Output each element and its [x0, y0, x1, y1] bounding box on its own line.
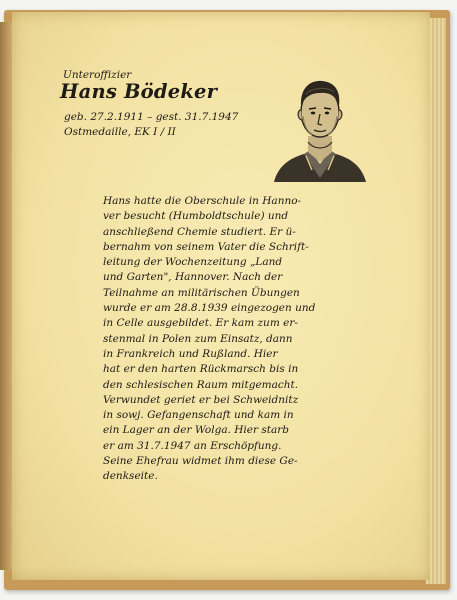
soldier-portrait-icon — [268, 66, 372, 184]
biography-line: Verwundet geriet er bei Schweidnitz — [103, 393, 299, 406]
rank-label: Unteroffizier — [63, 69, 132, 81]
soldier-name: Hans Bödeker — [60, 80, 218, 103]
biography-line: in Frankreich und Rußland. Hier — [103, 347, 278, 360]
biography-line: den schlesischen Raum mitgemacht. — [103, 378, 299, 391]
biography-line: denkseite. — [103, 470, 158, 483]
biography-line: bernahm von seinem Vater die Schrift- — [103, 240, 309, 253]
life-dates: geb. 27.2.1911 – gest. 31.7.1947 — [64, 111, 239, 123]
biography-line: wurde er am 28.8.1939 eingezogen und — [103, 302, 316, 315]
biography-line: Teilnahme an militärischen Übungen — [103, 286, 300, 299]
biography-line: ein Lager an der Wolga. Hier starb — [103, 424, 289, 437]
biography-line: Seine Ehefrau widmet ihm diese Ge- — [103, 455, 298, 468]
biography-line: in sowj. Gefangenschaft und kam in — [103, 409, 294, 422]
biography-line: in Celle ausgebildet. Er kam zum er- — [103, 317, 298, 330]
biography-line: hat er den harten Rückmarsch bis in — [103, 363, 299, 376]
biography-line: anschließend Chemie studiert. Er ü- — [103, 225, 296, 238]
biography-text — [103, 194, 393, 485]
biography-line: ver besucht (Humboldtschule) und — [103, 210, 289, 223]
awards-line: Ostmedaille, EK I / II — [64, 126, 176, 138]
biography-line: leitung der Wochenzeitung „Land — [103, 256, 283, 269]
biography-line: Hans hatte die Oberschule in Hanno- — [103, 195, 302, 207]
biography-line: er am 31.7.1947 an Erschöpfung. — [103, 439, 282, 452]
memorial-page — [12, 12, 430, 580]
biography-line: und Garten", Hannover. Nach der — [103, 271, 283, 284]
biography-line: stenmal in Polen zum Einsatz, dann — [103, 332, 293, 345]
